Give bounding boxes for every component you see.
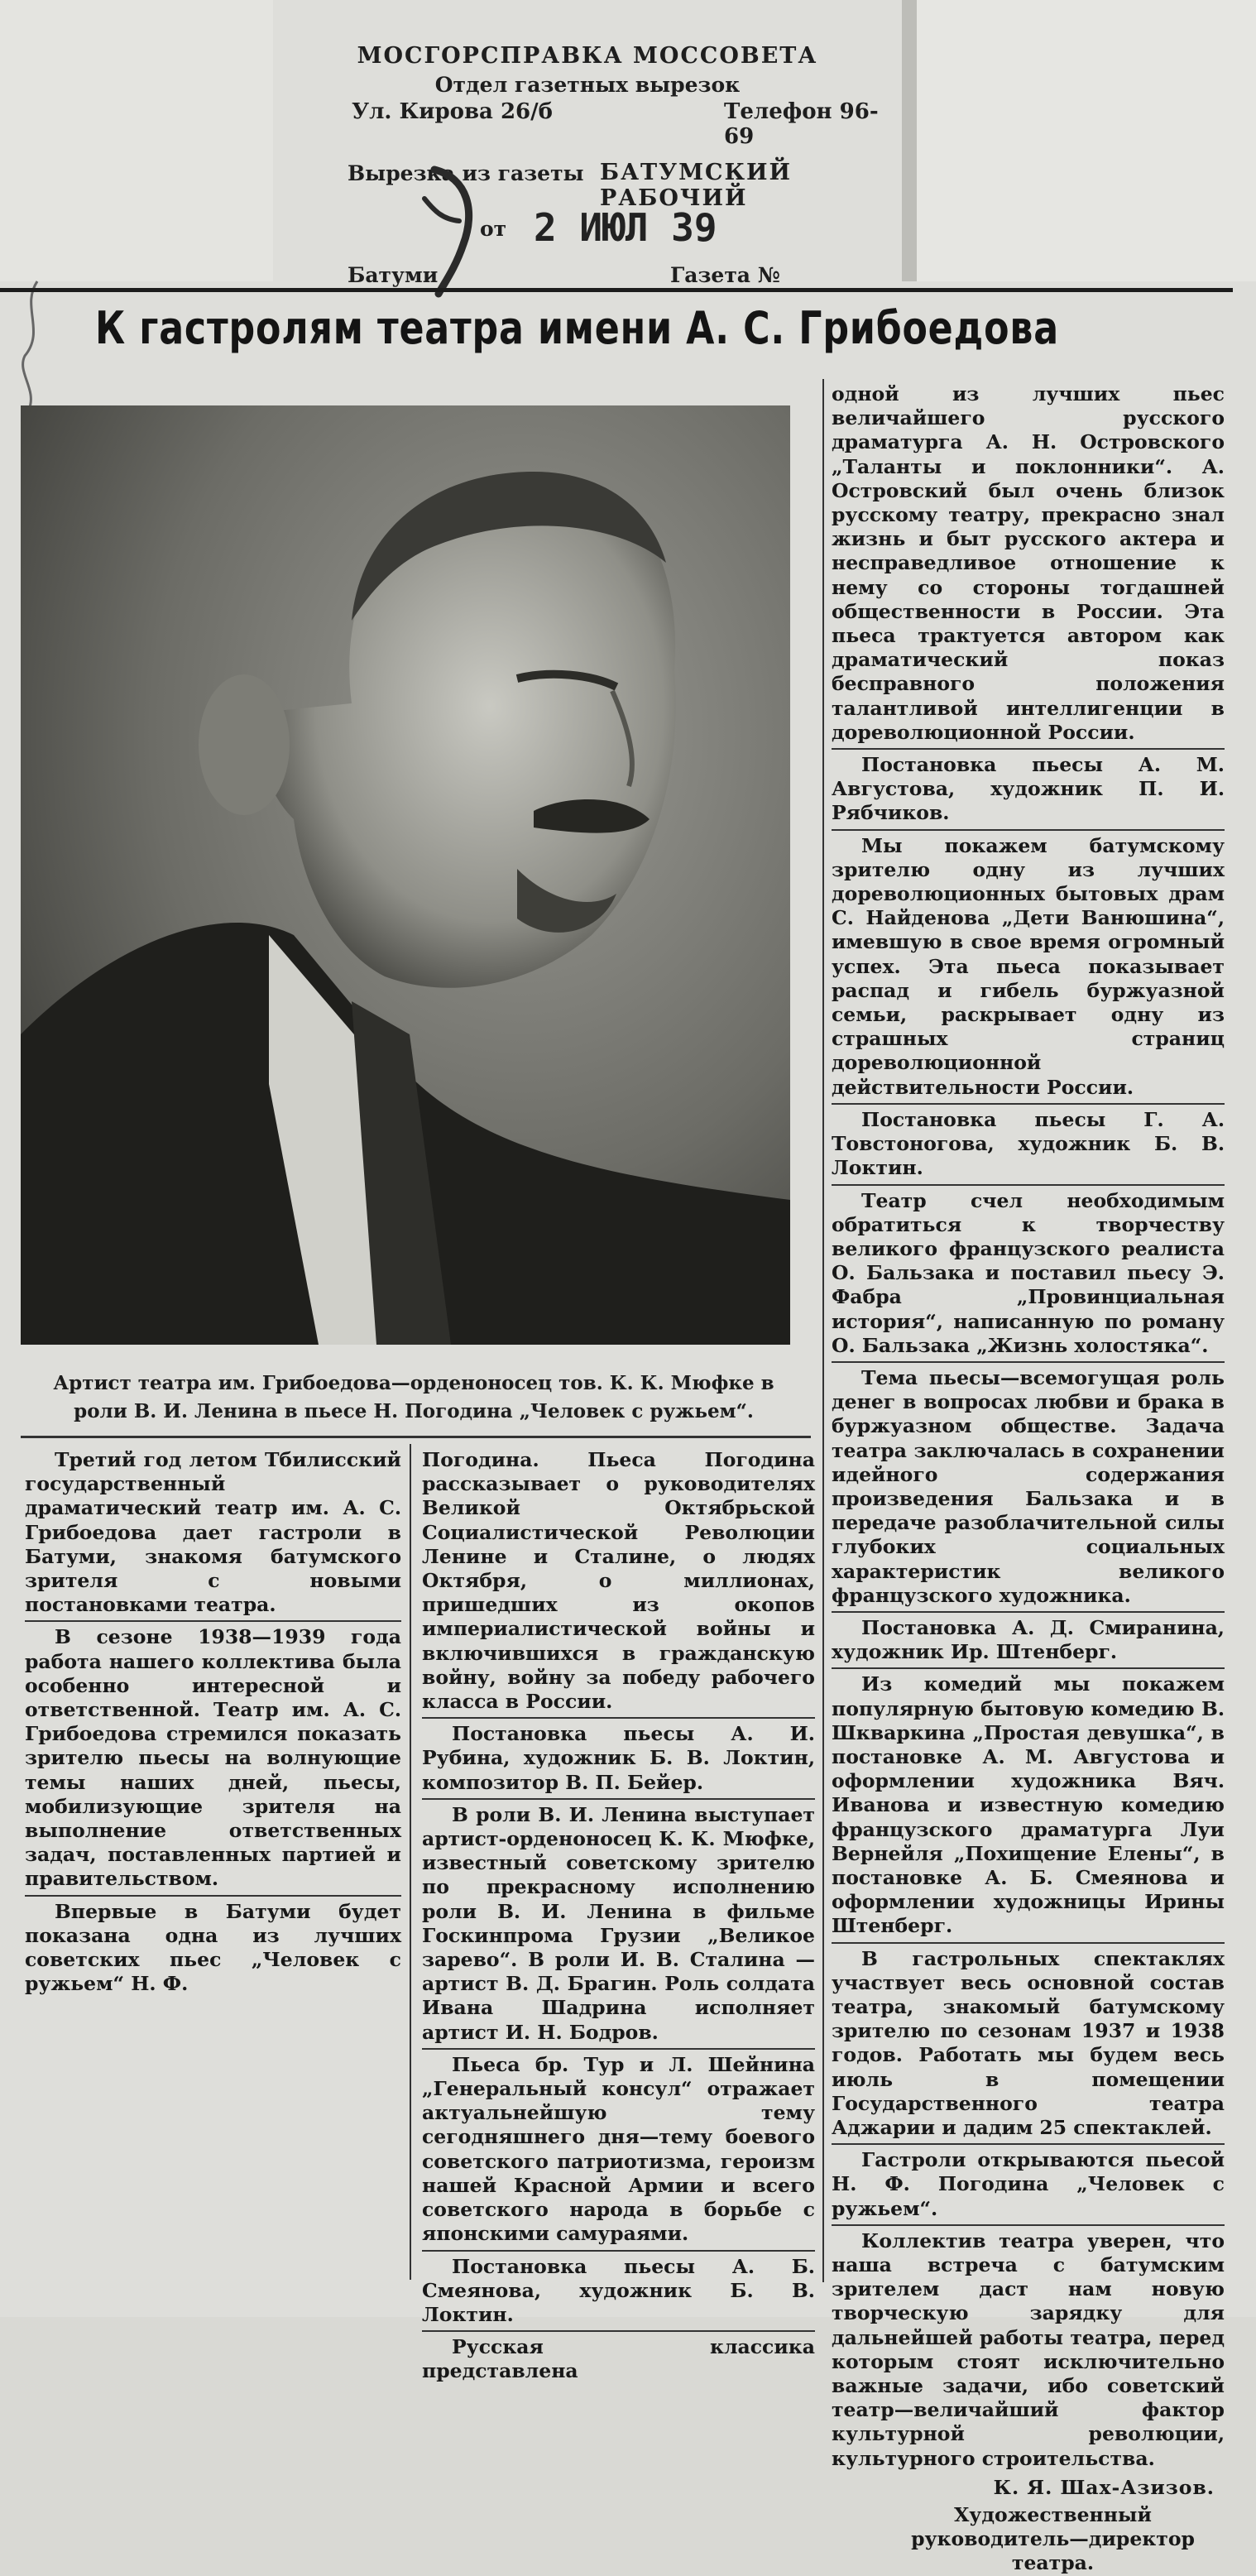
paper-fold-shadow bbox=[902, 0, 917, 281]
article-column-3 bbox=[832, 382, 1225, 2576]
paragraph: Погодина. Пьеса Погодина рассказывает о руководителях Великой Октябрьской Социалистической Революции Ленине и Сталине, о людях Октября, о миллионах, пришедших из окопов империалистической войны и включившихся в гражданскую войну, войну за победу рабочего класса в России. bbox=[422, 1448, 815, 1714]
author-role: Художественный руководитель—директор театра. bbox=[911, 2503, 1195, 2575]
article-headline: К гастролям театра имени А. С. Грибоедова bbox=[95, 302, 1059, 354]
stamp-clip-label: Вырезка из газеты bbox=[348, 161, 584, 185]
article-column-2 bbox=[422, 1448, 815, 2387]
author-signature: К. Я. Шах-Азизов. bbox=[993, 2475, 1215, 2499]
clipping-service-stamp bbox=[281, 0, 894, 287]
column-divider-1 bbox=[410, 1444, 411, 2280]
paragraph: Постановка пьесы А. И. Рубина, художник Б. В. Локтин, композитор В. П. Бейер. bbox=[422, 1717, 815, 1795]
margin-pencil-mark bbox=[4, 273, 62, 414]
paragraph: Третий год летом Тбилисский государственный драматический театр им. А. С. Грибоедова дает гастроли в Батуми, знакомя батумского зрителя с новыми постановками театра. bbox=[25, 1448, 401, 1617]
paragraph: Мы покажем батумскому зрителю одну из лучших дореволюционных бытовых драм С. Найденова „Дети Ванюшина“, имевшую в свое время огромный успех. Эта пьеса показывает распад и гибель буржуазной семьи, раскрывает одну из страшных страниц дореволюционной действительности России. bbox=[832, 829, 1225, 1100]
paragraph: Театр счел необходимым обратиться к творчеству великого французского реалиста О. Бальзака и поставил пьесу Э. Фабра „Провинциальная история“, написанную по роману О. Бальзака „Жизнь холостяка“. bbox=[832, 1184, 1225, 1358]
caption-rule bbox=[21, 1436, 811, 1438]
paragraph: одной из лучших пьес величайшего русского драматурга А. Н. Островского „Таланты и поклонники“. А. Островский был очень близок русскому театру, прекрасно знал жизнь и быт русского актера и несправедливое отношение к нему со стороны тогдашней общественности в России. Эта пьеса трактуется автором как драматический показ бесправного положения талантливой интеллигенции в дореволюционной России. bbox=[832, 382, 1225, 744]
paragraph: Постановка пьесы А. Б. Смеянова, художник Б. В. Локтин. bbox=[422, 2250, 815, 2328]
stamp-from-label: от bbox=[480, 217, 507, 241]
paragraph: Постановка пьесы Г. А. Товстоногова, художник Б. В. Локтин. bbox=[832, 1103, 1225, 1181]
stamp-city: Батуми bbox=[348, 263, 439, 287]
paper-margin-right bbox=[902, 0, 1256, 281]
stamp-phone: Телефон 96-69 bbox=[724, 99, 879, 149]
stamp-date: 2 ИЮЛ 39 bbox=[534, 205, 717, 250]
top-rule bbox=[0, 288, 1233, 292]
paragraph: В сезоне 1938—1939 года работа нашего коллектива была особенно интересной и ответственной. Театр им. А. С. Грибоедова стремился показать зрителю пьесы на волнующие темы наших дней, пьесы, мобилизующие зрителя на выполнение ответственных задач, поставленных партией и правительством. bbox=[25, 1620, 401, 1891]
stamp-gazeta-label: Газета № bbox=[670, 263, 780, 287]
paragraph: Постановка пьесы А. М. Августова, художник П. И. Рябчиков. bbox=[832, 748, 1225, 826]
paragraph: Из комедий мы покажем популярную бытовую комедию В. Шкваркина „Простая девушка“, в постановке А. М. Августова и оформлении художника Вяч. Иванова и известную комедию французского драматурга Луи Вернейля „Похищение Елены“, в постановке А. Б. Смеянова и оформлении художницы Ирины Штенберг. bbox=[832, 1667, 1225, 1938]
photo-caption: Артист театра им. Грибоедова—орденоносец тов. К. К. Мюфке в роли В. И. Ленина в пьесе Н. Погодина „Человек с ружьем“. bbox=[53, 1372, 774, 1422]
stamp-dept: Отдел газетных вырезок bbox=[434, 73, 741, 97]
paper-margin-left bbox=[0, 0, 273, 281]
portrait-photo bbox=[21, 405, 790, 1345]
column-divider-2 bbox=[822, 379, 824, 2282]
paragraph: В роли В. И. Ленина выступает артист-орденоносец К. К. Мюфке, известный советскому зрителю по прекрасному исполнению роли В. И. Ленина в фильме Госкинпрома Грузии „Великое зарево“. В роли И. В. Сталина — артист В. Д. Брагин. Роль солдата Ивана Шадрина исполняет артист И. Н. Бодров. bbox=[422, 1798, 815, 2045]
paragraph: Впервые в Батуми будет показана одна из лучших советских пьес „Человек с ружьем“ Н. Ф. bbox=[25, 1895, 401, 1997]
stamp-address: Ул. Кирова 26/б bbox=[352, 99, 553, 124]
paragraph: Русская классика представлена bbox=[422, 2330, 815, 2383]
paragraph: В гастрольных спектаклях участвует весь основной состав театра, знакомый батумскому зрителю по сезонам 1937 и 1938 годов. Работать мы будем весь июль в помещении Государственного театра Аджарии и дадим 25 спектаклей. bbox=[832, 1942, 1225, 2141]
paragraph: Коллектив театра уверен, что наша встреча с батумским зрителем даст нам новую творческую зарядку для дальнейшей работы театра, перед которым стоят исключительно важные задачи, ибо советский театр—величайший фактор культурной революции, культурного строительства. bbox=[832, 2224, 1225, 2471]
paragraph: Пьеса бр. Тур и Л. Шейнина „Генеральный консул“ отражает актуальнейшую тему сегодняшнего дня—тему боевого советского патриотизма, героизм нашей Красной Армии и всего советского народа в борьбе с японскими самураями. bbox=[422, 2048, 815, 2247]
paragraph: Тема пьесы—всемогущая роль денег в вопросах любви и брака в буржуазном обществе. Задача театра заключалась в сохранении идейного содержания произведения Бальзака и в передаче разоблачительной силы глубоких социальных характеристик великого французского художника. bbox=[832, 1361, 1225, 1608]
handwritten-ink-mark bbox=[418, 161, 492, 298]
stamp-org: МОСГОРСПРАВКА МОССОВЕТА bbox=[357, 43, 818, 69]
paragraph: Гастроли открываются пьесой Н. Ф. Погодина „Человек с ружьем“. bbox=[832, 2143, 1225, 2221]
stamp-newspaper-name: БАТУМСКИЙ РАБОЧИЙ bbox=[600, 160, 793, 211]
paragraph: Постановка А. Д. Смиранина, художник Ир. Штенберг. bbox=[832, 1611, 1225, 1664]
article-column-1 bbox=[25, 1448, 401, 1999]
